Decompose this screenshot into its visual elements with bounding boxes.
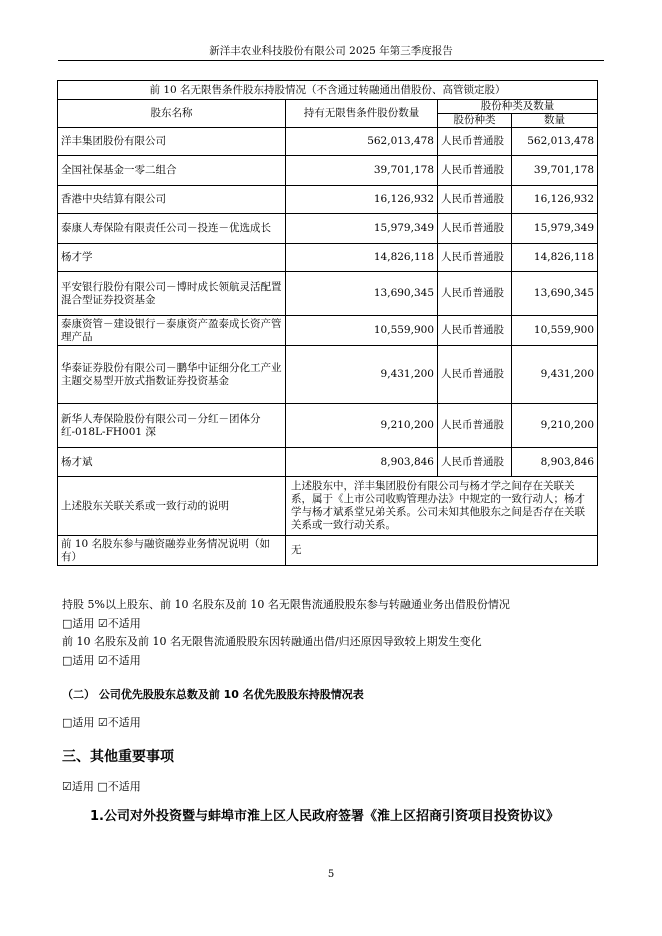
other-matters-heading: 三、其他重要事项 — [62, 749, 174, 765]
related-party-text: 上述股东中，洋丰集团股份有限公司与杨才学之间存在关联关系，属于《上市公司收购管理办法》中规定的一致行动人；杨才学与杨才斌系堂兄弟关系。公司未知其他股东之间是否存在关联关系或一致行动关系。 — [286, 477, 598, 536]
table-row — [58, 156, 598, 186]
margin-trading-label: 前 10 名股东参与融资融券业务情况说明（如有） — [58, 536, 286, 566]
share-qty: 8,903,846 — [512, 448, 598, 477]
table-row — [58, 244, 598, 272]
header-divider — [58, 60, 604, 61]
share-type: 人民币普通股 — [438, 244, 512, 272]
holder-name: 洋丰集团股份有限公司 — [58, 128, 286, 156]
holder-amount: 39,701,178 — [286, 156, 438, 186]
related-party-label: 上述股东关联关系或一致行动的说明 — [58, 477, 286, 536]
table-row — [58, 186, 598, 214]
table-row — [58, 316, 598, 346]
share-type: 人民币普通股 — [438, 448, 512, 477]
report-header: 新洋丰农业科技股份有限公司 2025 年第三季度报告 — [209, 45, 453, 57]
margin-trading-text: 无 — [286, 536, 598, 566]
share-type: 人民币普通股 — [438, 186, 512, 214]
share-qty: 15,979,349 — [512, 214, 598, 244]
holder-amount: 10,559,900 — [286, 316, 438, 346]
holder-amount: 13,690,345 — [286, 272, 438, 316]
holder-amount: 562,013,478 — [286, 128, 438, 156]
col-header-type: 股份种类 — [438, 114, 512, 128]
lending-applicability: □适用 ☑不适用 — [62, 617, 141, 630]
holder-name: 泰康人寿保险有限责任公司－投连－优选成长 — [58, 214, 286, 244]
change-note: 前 10 名股东及前 10 名无限售流通股股东因转融通出借/归还原因导致较上期发生变化 — [62, 635, 482, 648]
holder-amount: 9,210,200 — [286, 404, 438, 448]
share-qty: 562,013,478 — [512, 128, 598, 156]
holder-name: 香港中央结算有限公司 — [58, 186, 286, 214]
holder-name: 全国社保基金一零二组合 — [58, 156, 286, 186]
holder-name: 泰康资管－建设银行－泰康资产盈泰成长资产管理产品 — [58, 316, 286, 346]
table-row — [58, 128, 598, 156]
holder-name: 杨才学 — [58, 244, 286, 272]
share-type: 人民币普通股 — [438, 214, 512, 244]
share-type: 人民币普通股 — [438, 316, 512, 346]
share-qty: 10,559,900 — [512, 316, 598, 346]
share-type: 人民币普通股 — [438, 128, 512, 156]
lending-note: 持股 5%以上股东、前 10 名股东及前 10 名无限售流通股股东参与转融通业务出借股份情况 — [62, 598, 510, 611]
table-row — [58, 448, 598, 477]
share-qty: 39,701,178 — [512, 156, 598, 186]
top-holders-table — [57, 80, 598, 566]
share-qty: 13,690,345 — [512, 272, 598, 316]
table-row — [58, 272, 598, 316]
investment-agreement-heading: 1.公司对外投资暨与蚌埠市淮上区人民政府签署《淮上区招商引资项目投资协议》 — [90, 809, 559, 824]
col-header-qty: 数量 — [512, 114, 598, 128]
holder-name: 杨才斌 — [58, 448, 286, 477]
col-header-holder: 股东名称 — [58, 100, 286, 128]
share-qty: 9,431,200 — [512, 346, 598, 404]
holder-amount: 8,903,846 — [286, 448, 438, 477]
preferred-shares-heading: （二） 公司优先股股东总数及前 10 名优先股股东持股情况表 — [62, 688, 364, 701]
col-header-type-group: 股份种类及数量 — [438, 100, 598, 114]
table-row — [58, 346, 598, 404]
table-row — [58, 404, 598, 448]
share-qty: 14,826,118 — [512, 244, 598, 272]
other-matters-applicability: ☑适用 □不适用 — [62, 780, 141, 793]
col-header-amount: 持有无限售条件股份数量 — [286, 100, 438, 128]
holder-name: 华泰证券股份有限公司－鹏华中证细分化工产业主题交易型开放式指数证券投资基金 — [58, 346, 286, 404]
holder-amount: 9,431,200 — [286, 346, 438, 404]
holder-amount: 15,979,349 — [286, 214, 438, 244]
share-type: 人民币普通股 — [438, 346, 512, 404]
holder-name: 新华人寿保险股份有限公司－分红－团体分红-018L-FH001 深 — [58, 404, 286, 448]
holder-amount: 16,126,932 — [286, 186, 438, 214]
change-applicability: □适用 ☑不适用 — [62, 654, 141, 667]
share-qty: 16,126,932 — [512, 186, 598, 214]
share-type: 人民币普通股 — [438, 156, 512, 186]
preferred-shares-applicability: □适用 ☑不适用 — [62, 716, 141, 729]
holder-name: 平安银行股份有限公司－博时成长领航灵活配置混合型证券投资基金 — [58, 272, 286, 316]
share-type: 人民币普通股 — [438, 272, 512, 316]
holder-amount: 14,826,118 — [286, 244, 438, 272]
share-qty: 9,210,200 — [512, 404, 598, 448]
page-number: 5 — [327, 869, 335, 880]
table-row — [58, 214, 598, 244]
table-caption: 前 10 名无限售条件股东持股情况（不含通过转融通出借股份、高管锁定股） — [58, 81, 598, 100]
share-type: 人民币普通股 — [438, 404, 512, 448]
